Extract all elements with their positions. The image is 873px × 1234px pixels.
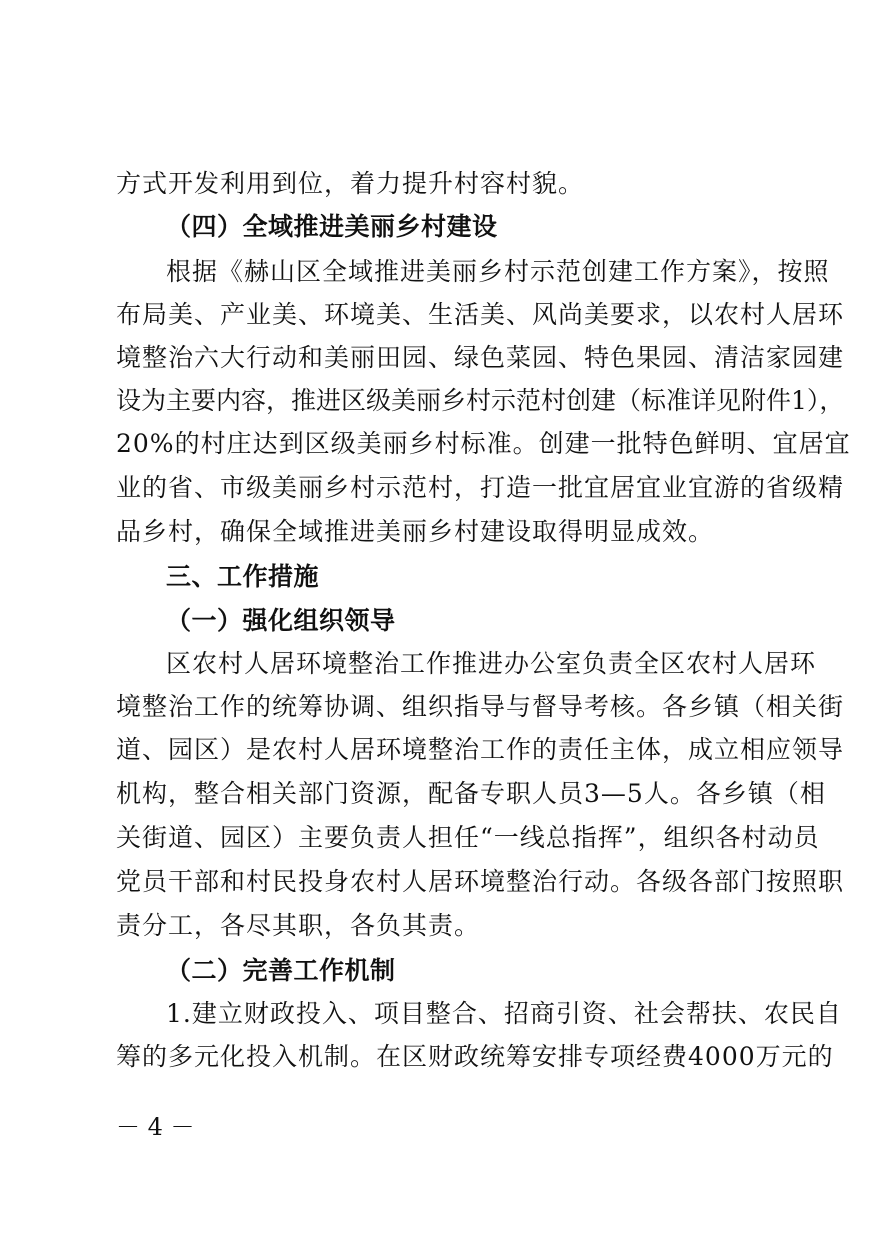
subsection-heading: （二）完善工作机制 [166, 956, 396, 985]
body-text-line: 党员干部和村民投身农村人居环境整治行动。各级各部门按照职 [116, 867, 845, 896]
body-text-line: 1.建立财政投入、项目整合、招商引资、社会帮扶、农民自 [166, 999, 842, 1028]
body-text-line: 责分工，各尽其职，各负其责。 [116, 911, 481, 940]
body-text-line: 筹的多元化投入机制。在区财政统筹安排专项经费4000万元的 [116, 1042, 834, 1071]
body-text-line: 机构，整合相关部门资源，配备专职人员3—5人。各乡镇（相 [116, 779, 826, 808]
page-number: － 4 － [116, 1113, 195, 1141]
body-text-line: 根据《赫山区全域推进美丽乡村示范创建工作方案》，按照 [166, 257, 830, 286]
body-text-line: 业的省、市级美丽乡村示范村，打造一批宜居宜业宜游的省级精 [116, 473, 845, 502]
body-text-line: 关街道、园区）主要负责人担任“一线总指挥”，组织各村动员 [116, 823, 820, 852]
body-text-line: 境整治六大行动和美丽田园、绿色菜园、特色果园、清洁家园建 [116, 343, 845, 372]
body-text-line: 区农村人居环境整治工作推进办公室负责全区农村人居环 [166, 649, 817, 678]
section-heading: 三、工作措施 [166, 562, 320, 591]
subsection-heading: （一）强化组织领导 [166, 606, 396, 635]
body-text-line: 布局美、产业美、环境美、生活美、风尚美要求，以农村人居环 [116, 300, 845, 329]
subsection-heading: （四）全域推进美丽乡村建设 [166, 212, 498, 241]
body-text-line: 品乡村，确保全域推进美丽乡村建设取得明显成效。 [116, 517, 715, 546]
body-text-line: 设为主要内容，推进区级美丽乡村示范村创建（标准详见附件1）， [116, 386, 845, 415]
body-text-line: 方式开发利用到位，着力提升村容村貌。 [116, 169, 585, 198]
body-text-line: 20%的村庄达到区级美丽乡村标准。创建一批特色鲜明、宜居宜 [116, 429, 851, 458]
body-text-line: 境整治工作的统筹协调、组织指导与督导考核。各乡镇（相关街 [116, 692, 845, 721]
body-text-line: 道、园区）是农村人居环境整治工作的责任主体，成立相应领导 [116, 735, 845, 764]
